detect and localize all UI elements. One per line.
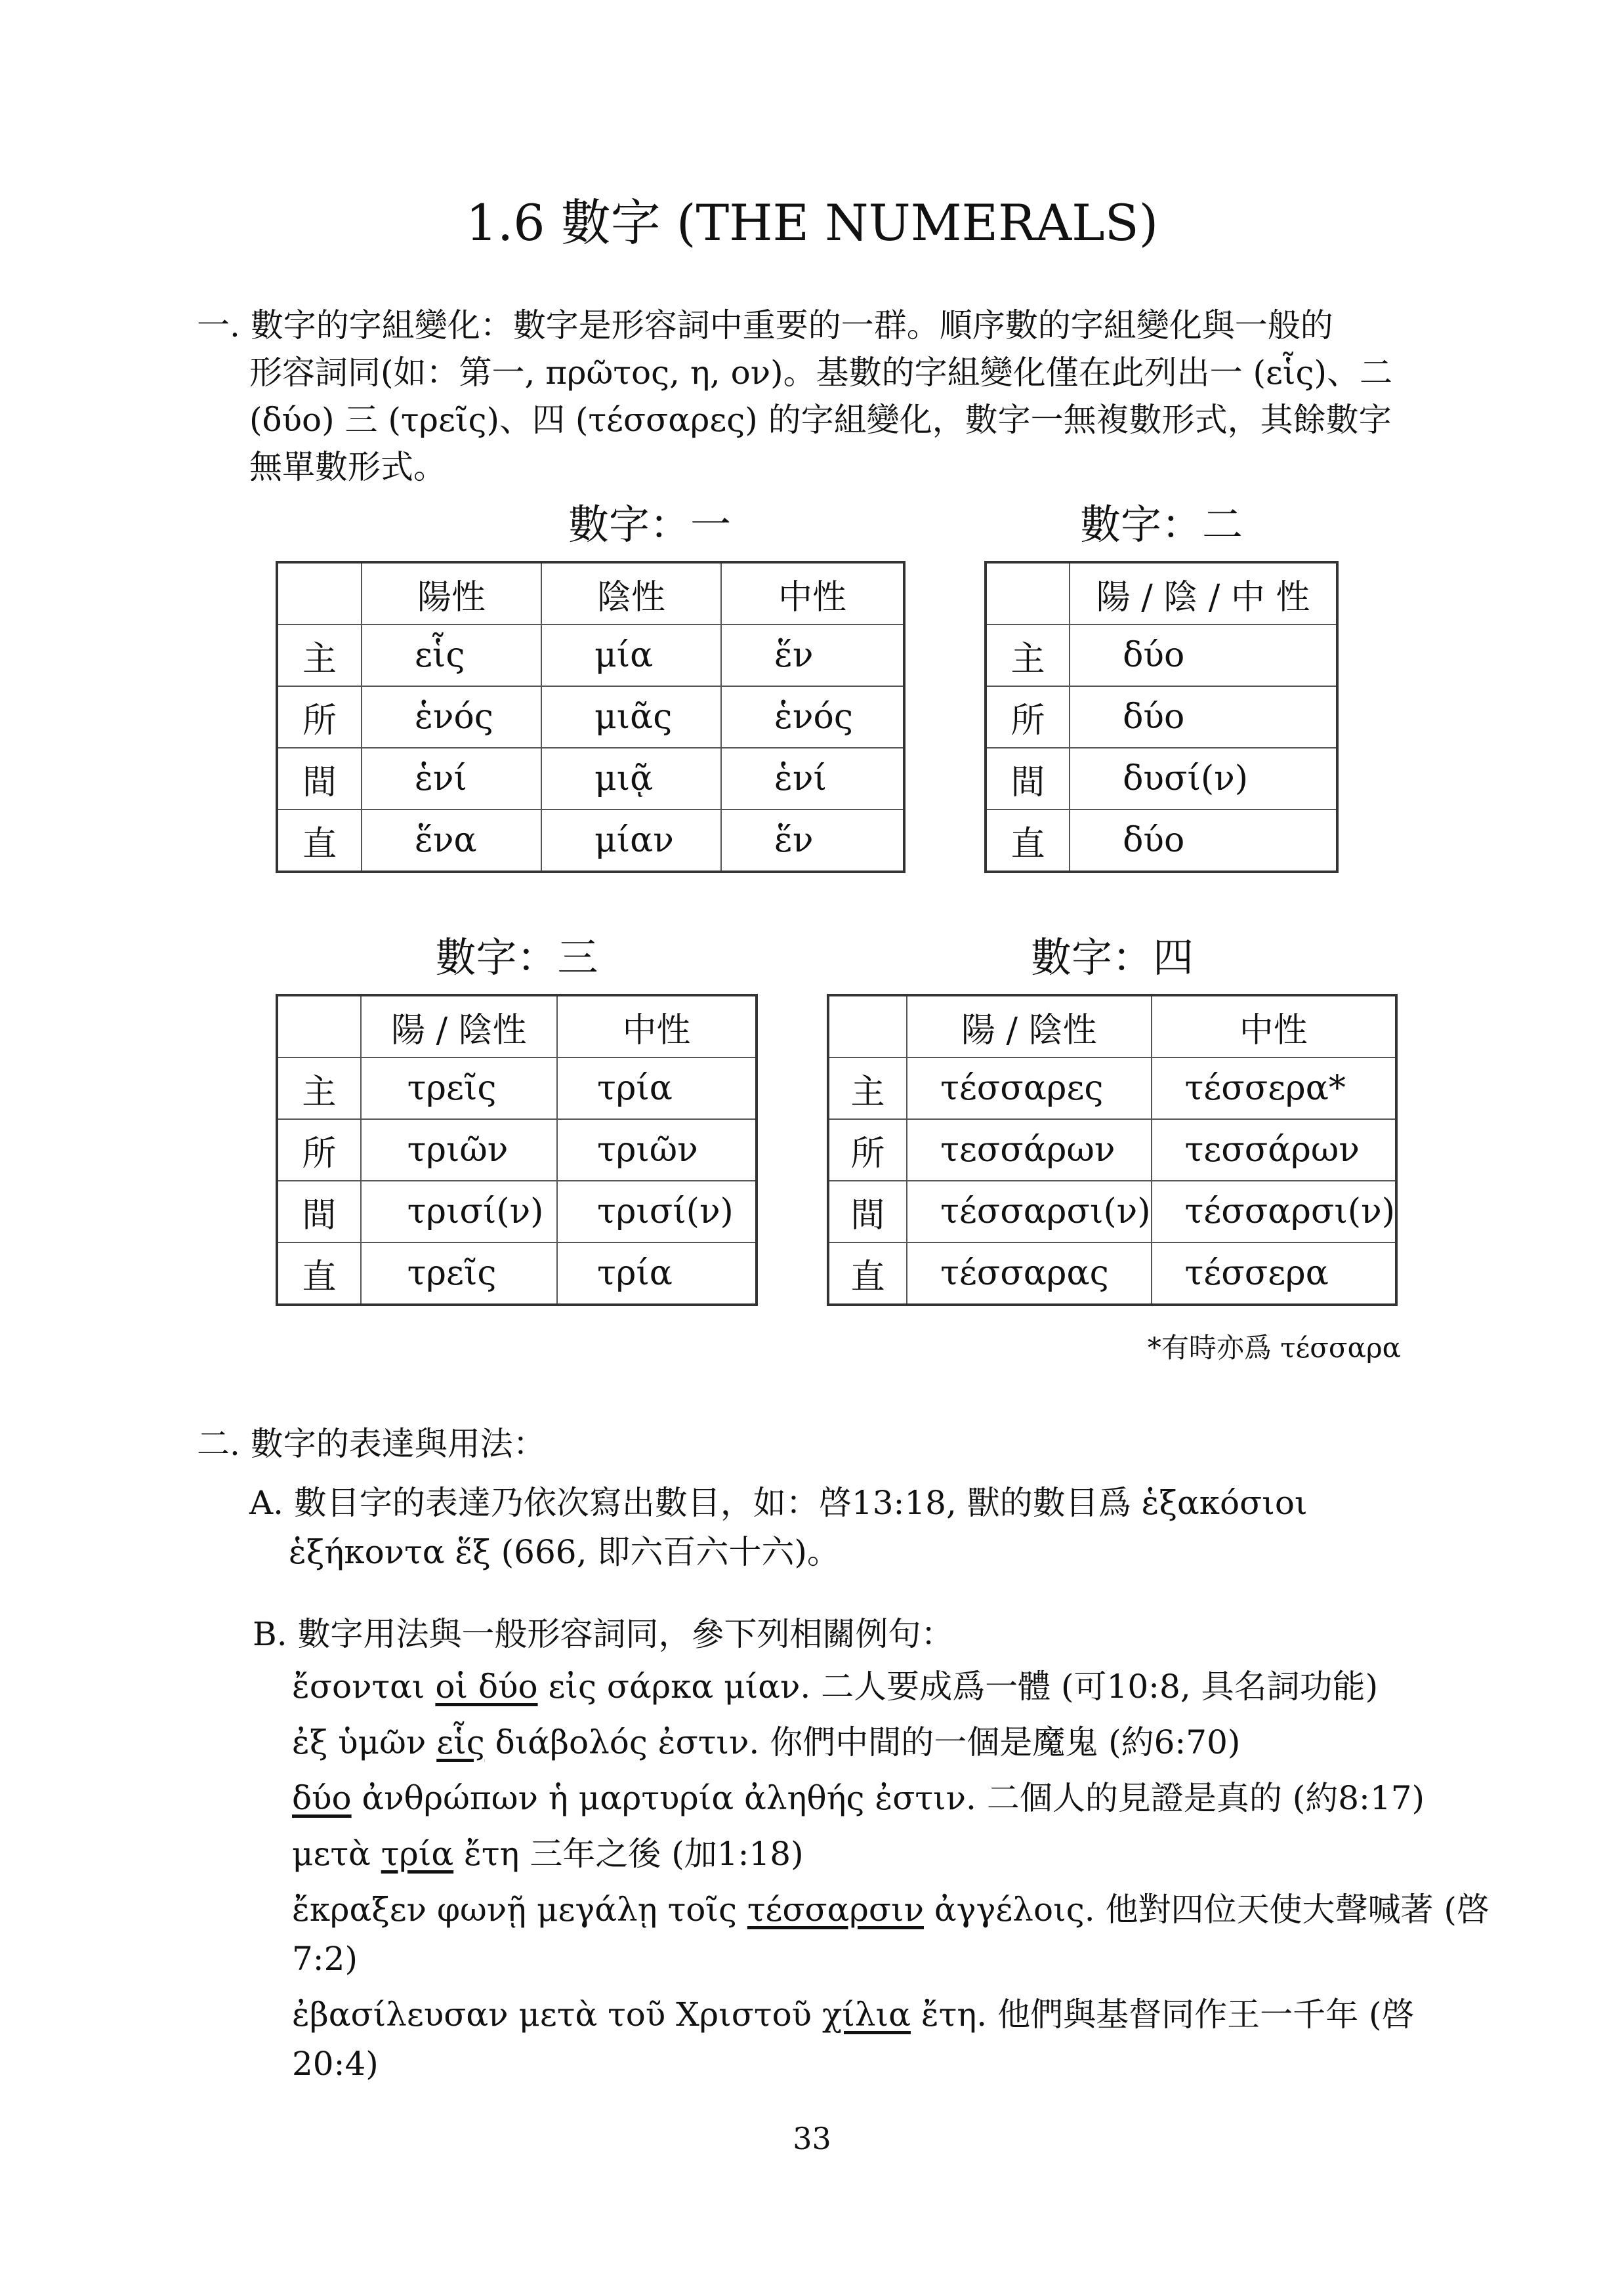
table-cell: τρισί(ν) [557,1181,757,1242]
example-line: δύο ἀνθρώπων ἡ μαρτυρία ἀληθής ἐστιν. 二個人的見證是真的 (約8:17) [292,1779,1425,1817]
example-line: ἐξ ὑμῶν εἷς διάβολός ἐστιν. 你們中間的一個是魔鬼 (約6:70) [292,1723,1241,1761]
table-row [277,625,904,686]
section1-line-3: (δύο) 三 (τρεῖς)、四 (τέσσαρες) 的字組變化，數字一無複數形式，其餘數字 [249,401,1392,439]
example-line: ἔκραξεν φωνῇ μεγάλῃ τοῖς τέσσαρσιν ἀγγέλοις. 他對四位天使大聲喊著 (啓 [292,1891,1489,1929]
table-row [986,748,1337,810]
table-cell: τεσσάρων [1152,1119,1396,1181]
table-row [277,1119,757,1181]
numeral-highlight: εἷς [436,1723,485,1761]
table-cell: ἑνί [721,748,904,810]
table-cell: δύο [1070,686,1337,748]
table-cell: ἕνα [362,810,541,872]
section2-a-line-1: A. 數目字的表達乃依次寫出數目，如：啓13:18, 獸的數目爲 ἑξακόσιοι [249,1484,1308,1522]
header-cell: 陽 / 陰 / 中 性 [1070,562,1337,625]
case-label: 所 [828,1119,907,1181]
case-label: 間 [277,748,362,810]
header-cell: 中性 [721,562,904,625]
header-cell: 陽 / 陰性 [361,995,557,1057]
case-label: 主 [277,1057,361,1119]
table-one-caption: 數字：一 [568,501,731,548]
table-row [277,686,904,748]
table-cell: ἑνός [362,686,541,748]
table-two-caption: 數字：二 [1079,501,1243,548]
table-row [828,1119,1396,1181]
table-cell: δύο [1070,810,1337,872]
case-label: 直 [986,810,1070,872]
case-label: 直 [277,1242,361,1305]
table-cell: μία [541,625,721,686]
table-row [986,625,1337,686]
table-row [277,748,904,810]
declension-table-one [276,561,906,873]
case-label: 直 [828,1242,907,1305]
case-label: 所 [277,1119,361,1181]
table-cell: τρεῖς [361,1242,557,1305]
table-header-row [986,562,1337,625]
table-cell: δύο [1070,625,1337,686]
example-line: ἐβασίλευσαν μετὰ τοῦ Χριστοῦ χίλια ἔτη. 他們與基督同作王一千年 (啓 [292,1996,1415,2034]
section1-line-2: 形容詞同(如：第一, πρῶτος, η, ον)。基數的字組變化僅在此列出一 (εἷς)、二 [249,354,1393,392]
table-three-caption: 數字：三 [435,933,598,981]
section2-a-line-2: ἑξήκοντα ἕξ (666, 即六百六十六)。 [289,1533,840,1571]
table-cell: τρία [557,1242,757,1305]
table-row [986,810,1337,872]
table-row [828,1057,1396,1119]
page-title: 1.6 數字 (THE NUMERALS) [465,194,1159,252]
header-cell [277,995,361,1057]
case-label: 所 [986,686,1070,748]
section1-line-4: 無單數形式。 [249,448,446,486]
table-cell: τρία [557,1057,757,1119]
declension-table-four [827,994,1398,1306]
table-cell: τέσσαρσι(ν) [907,1181,1151,1242]
header-cell: 陰性 [541,562,721,625]
table-header-row [277,995,757,1057]
table-row [986,686,1337,748]
table-cell: ἑνός [721,686,904,748]
table-cell: δυσί(ν) [1070,748,1337,810]
section2-heading: 二. 數字的表達與用法： [197,1425,546,1463]
section2-b-heading: B. 數字用法與一般形容詞同，參下列相關例句： [253,1615,954,1653]
case-label: 主 [828,1057,907,1119]
table-header-row [828,995,1396,1057]
table-row [828,1242,1396,1305]
table-cell: τεσσάρων [907,1119,1151,1181]
header-cell [986,562,1070,625]
table-cell: τέσσαρσι(ν) [1152,1181,1396,1242]
numeral-highlight: δύο [292,1779,352,1817]
table-cell: τριῶν [557,1119,757,1181]
numeral-highlight: τρία [381,1835,454,1873]
header-cell: 陽 / 陰性 [907,995,1151,1057]
numeral-highlight: χίλια [822,1996,911,2034]
numeral-highlight: τέσσαρσιν [747,1891,924,1929]
table-cell: ἕν [721,625,904,686]
header-cell: 陽性 [362,562,541,625]
table-cell: τέσσαρες [907,1057,1151,1119]
case-label: 主 [277,625,362,686]
header-cell [828,995,907,1057]
case-label: 間 [828,1181,907,1242]
table-row [277,1181,757,1242]
table-cell: μίαν [541,810,721,872]
example-line: ἔσονται οἱ δύο εἰς σάρκα μίαν. 二人要成爲一體 (可10:8, 具名詞功能) [292,1668,1379,1706]
table-header-row [277,562,904,625]
table-cell: τέσσερα* [1152,1057,1396,1119]
table-four-caption: 數字：四 [1030,933,1194,981]
case-label: 主 [986,625,1070,686]
table-cell: τέσσαρας [907,1242,1151,1305]
table-cell: τριῶν [361,1119,557,1181]
header-cell: 中性 [557,995,757,1057]
case-label: 直 [277,810,362,872]
table-cell: τρισί(ν) [361,1181,557,1242]
example-line: μετὰ τρία ἔτη 三年之後 (加1:18) [292,1835,804,1873]
declension-table-two [984,561,1339,873]
numeral-highlight: οἱ δύο [435,1668,538,1706]
table-cell: μιᾷ [541,748,721,810]
table-row [277,1242,757,1305]
table-row [828,1181,1396,1242]
example-line: 20:4) [292,2045,379,2083]
table-footnote: *有時亦爲 τέσσαρα [1147,1332,1401,1364]
page-number: 33 [793,2121,831,2156]
case-label: 間 [277,1181,361,1242]
table-cell: ἑνί [362,748,541,810]
table-cell: τέσσερα [1152,1242,1396,1305]
table-row [277,810,904,872]
table-cell: μιᾶς [541,686,721,748]
section1-line-1: 一. 數字的字組變化：數字是形容詞中重要的一群。順序數的字組變化與一般的 [197,306,1333,344]
header-cell: 中性 [1152,995,1396,1057]
declension-table-three [276,994,758,1306]
table-row [277,1057,757,1119]
table-cell: τρεῖς [361,1057,557,1119]
header-cell [277,562,362,625]
case-label: 間 [986,748,1070,810]
table-cell: εἷς [362,625,541,686]
example-line: 7:2) [292,1940,358,1978]
table-cell: ἕν [721,810,904,872]
case-label: 所 [277,686,362,748]
